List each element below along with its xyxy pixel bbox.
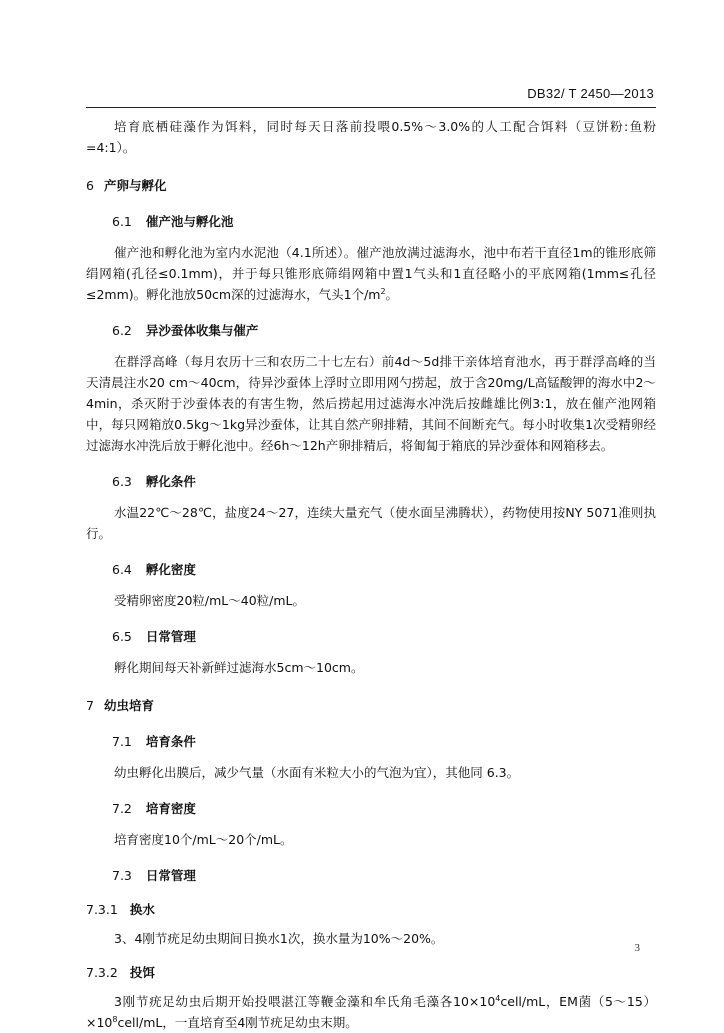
section-title: 幼虫培育 [103, 698, 154, 713]
paragraph-text: 催产池和孵化池为室内水泥池（4.1所述）。催产池放满过滤海水，池中布若干直径1m的锥形底筛绢网箱(孔径≤0.1mm)，并于每只锥形底筛绢网箱中置1气头和1直径略小的平底网箱(1mm≤孔径≤2mm)。孵化池放50cm深的过滤海水，气头1个/m [86, 245, 656, 302]
header-rule [86, 107, 656, 108]
section-7-2-heading [86, 799, 656, 819]
section-7-3-1-paragraph: 3、4刚节疣足幼虫期间日换水1次，换水量为10%～20%。 [114, 931, 444, 946]
section-title: 投饵 [129, 965, 155, 980]
superscript: 8 [112, 1014, 118, 1024]
section-6-2-paragraph: 在群浮高峰（每月农历十三和农历二十七左右）前4d～5d排干亲体培育池水，再于群浮高峰的当天清晨注水20 cm～40cm，待异沙蚕体上浮时立即用网勺捞起，放于含20mg/L高锰酸钾的海水中2～4min，杀灭附于沙蚕体表的有害生物，然后捞起用过滤海水冲洗后按雌雄比例3:1，放在催产池网箱中，每只网箱放0.5kg～1kg异沙蚕体，让其自然产卵排精，其间不间断充气。每小时收集1次受精卵经过滤海水冲洗后放于孵化池中。经6h～12h产卵排精后，将匍匐于箱底的异沙蚕体和网箱移去。 [86, 354, 656, 453]
section-6-5-heading [86, 627, 656, 647]
section-number: 7.3 [112, 868, 132, 883]
section-title: 异沙蚕体收集与催产 [145, 323, 259, 338]
section-title: 孵化条件 [145, 474, 196, 489]
section-6-3-heading [86, 472, 656, 492]
intro-paragraph: 培育底栖硅藻作为饵料，同时每天日落前投喂0.5%～3.0%的人工配合饵料（豆饼粉:鱼粉=4:1）。 [86, 119, 656, 155]
section-title: 孵化密度 [145, 562, 196, 577]
section-title: 培育密度 [145, 801, 196, 816]
document-code: DB32/ T 2450—2013 [527, 86, 654, 101]
section-7-2-paragraph: 培育密度10个/mL～20个/mL。 [114, 832, 293, 847]
section-7-3-heading [86, 866, 656, 886]
section-title: 催产池与孵化池 [145, 214, 234, 229]
section-6-4-paragraph: 受精卵密度20粒/mL～40粒/mL。 [114, 593, 306, 608]
superscript: 4 [495, 993, 501, 1003]
section-7-1-heading [86, 732, 656, 752]
section-6-1-heading [86, 212, 656, 232]
section-title: 产卵与孵化 [103, 178, 167, 193]
section-number: 6.3 [112, 474, 132, 489]
section-6-heading [86, 176, 656, 196]
section-number: 7 [86, 698, 94, 713]
section-6-2-heading [86, 321, 656, 341]
section-7-3-2-heading [86, 963, 656, 983]
paragraph-text: cell/mL，EM菌（5～15）×10 [86, 994, 656, 1030]
section-number: 6.2 [112, 323, 132, 338]
section-number: 7.2 [112, 801, 132, 816]
section-number: 6.1 [112, 214, 132, 229]
section-6-3-paragraph: 水温22℃～28℃，盐度24～27，连续大量充气（使水面呈沸腾状），药物使用按NY 5071准则执行。 [86, 505, 656, 541]
section-number: 7.3.1 [86, 902, 118, 917]
section-number: 7.1 [112, 734, 132, 749]
page-body [0, 116, 724, 1033]
section-title: 换水 [129, 902, 155, 917]
section-number: 6.4 [112, 562, 132, 577]
section-6-5-paragraph: 孵化期间每天补新鲜过滤海水5cm～10cm。 [114, 660, 364, 675]
section-number: 6 [86, 178, 94, 193]
section-title: 培育条件 [145, 734, 196, 749]
section-number: 7.3.2 [86, 965, 118, 980]
section-title: 日常管理 [145, 868, 196, 883]
section-7-3-2-paragraph [86, 991, 656, 1033]
superscript: 2 [380, 286, 386, 296]
page-number: 3 [634, 942, 640, 954]
section-6-1-paragraph [86, 242, 656, 305]
paragraph-text: 3刚节疣足幼虫后期开始投喂湛江等鞭金藻和牟氏角毛藻各10×10 [114, 994, 496, 1009]
section-number: 6.5 [112, 629, 132, 644]
section-7-1-paragraph: 幼虫孵化出膜后，减少气量（水面有米粒大小的气泡为宜），其他同 6.3。 [114, 765, 520, 780]
section-7-3-1-heading [86, 900, 656, 920]
section-6-4-heading [86, 560, 656, 580]
section-7-heading [86, 696, 656, 716]
paragraph-text-end: 。 [385, 287, 399, 302]
paragraph-text: cell/mL，一直培育至4刚节疣足幼虫末期。 [117, 1015, 358, 1030]
section-title: 日常管理 [145, 629, 196, 644]
